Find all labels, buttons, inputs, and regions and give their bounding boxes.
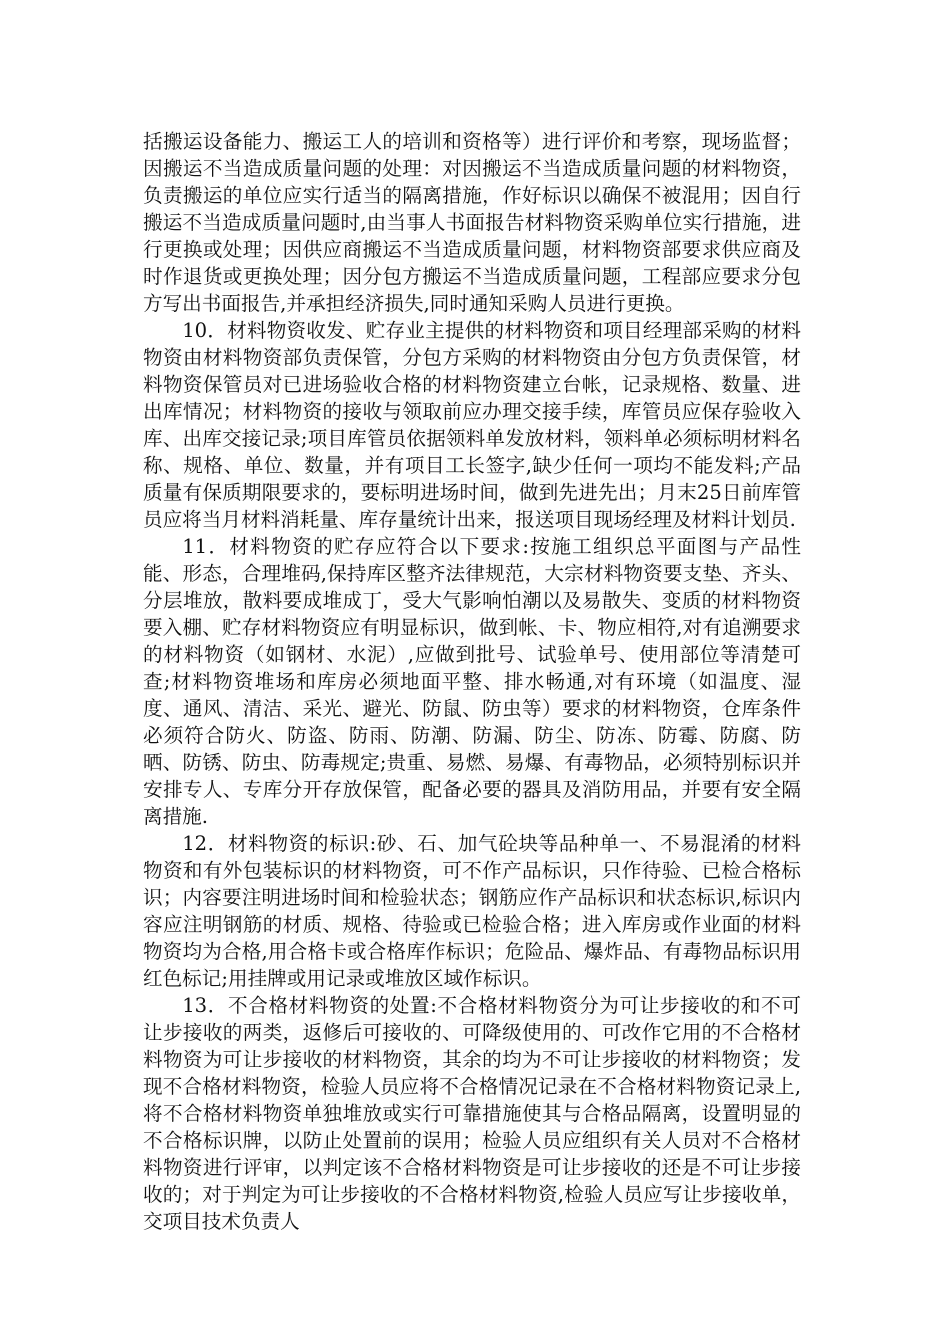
paragraph-10-receipt-storage: 10．材料物资收发、贮存业主提供的材料物资和项目经理部采购的材料物资由材料物资部负责保管，分包方采购的材料物资由分包方负责保管，材料物资保管员对已进场验收合格的材料物资建立台帐，记录规格、数量、进出库情况；材料物资的接收与领取前应办理交接手续，库管员应保存验收入库、出库交接记录;项目库管员依据领料单发放材料，领料单必须标明材料名称、规格、单位、数量，并有项目工长签字,缺少任何一项均不能发料;产品质量有保质期限要求的，要标明进场时间，做到先进先出；月末25日前库管员应将当月材料消耗量、库存量统计出来，报送项目现场经理及材料计划员. — [143, 319, 801, 531]
paragraph-handling-continuation: 括搬运设备能力、搬运工人的培训和资格等）进行评价和考察，现场监督；因搬运不当造成质量问题的处理：对因搬运不当造成质量问题的材料物资，负责搬运的单位应实行适当的隔离措施，作好标识以确保不被混用；因自行搬运不当造成质量问题时,由当事人书面报告材料物资采购单位实行措施，进行更换或处理；因供应商搬运不当造成质量问题，材料物资部要求供应商及时作退货或更换处理；因分包方搬运不当造成质量问题，工程部应要求分包方写出书面报告,并承担经济损失,同时通知采购人员进行更换。 — [143, 130, 801, 315]
paragraph-13-nonconforming-disposal: 13．不合格材料物资的处置:不合格材料物资分为可让步接收的和不可让步接收的两类，返修后可接收的、可降级使用的、可改作它用的不合格材料物资为可让步接收的材料物资，其余的均为不可让步接收的材料物资；发现不合格材料物资，检验人员应将不合格情况记录在不合格材料物资记录上,将不合格材料物资单独堆放或实行可靠措施使其与合格品隔离，设置明显的不合格标识牌，以防止处置前的误用；检验人员应组织有关人员对不合格材料物资进行评审，以判定该不合格材料物资是可让步接收的还是不可让步接收的；对于判定为可让步接收的不合格材料物资,检验人员应写让步接收单，交项目技术负责人 — [143, 994, 801, 1233]
paragraph-12-material-identification: 12．材料物资的标识:砂、石、加气砼块等品种单一、不易混淆的材料物资和有外包装标识的材料物资，可不作产品标识，只作待验、已检合格标识；内容要注明进场时间和检验状态；钢筋应作产品标识和状态标识,标识内容应注明钢筋的材质、规格、待验或已检验合格；进入库房或作业面的材料物资均为合格,用合格卡或合格库作标识；危险品、爆炸品、有毒物品标识用红色标记;用挂牌或用记录或堆放区域作标识。 — [143, 832, 801, 990]
document-page — [143, 128, 801, 1235]
paragraph-11-storage-requirements: 11．材料物资的贮存应符合以下要求:按施工组织总平面图与产品性能、形态，合理堆码,保持库区整齐法律规范，大宗材料物资要支垫、齐头、分层堆放，散料要成堆成丁，受大气影响怕潮以及易散失、变质的材料物资要入棚、贮存材料物资应有明显标识，做到帐、卡、物应相符,对有追溯要求的材料物资（如钢材、水泥）,应做到批号、试验单号、使用部位等清楚可查;材料物资堆场和库房必须地面平整、排水畅通,对有环境（如温度、湿度、通风、清洁、采光、避光、防鼠、防虫等）要求的材料物资，仓库条件必须符合防火、防盗、防雨、防潮、防漏、防尘、防冻、防霉、防腐、防晒、防锈、防虫、防毒规定;贵重、易燃、易爆、有毒物品，必须特别标识并安排专人、专库分开存放保管，配备必要的器具及消防用品，并要有安全隔离措施. — [143, 535, 801, 828]
